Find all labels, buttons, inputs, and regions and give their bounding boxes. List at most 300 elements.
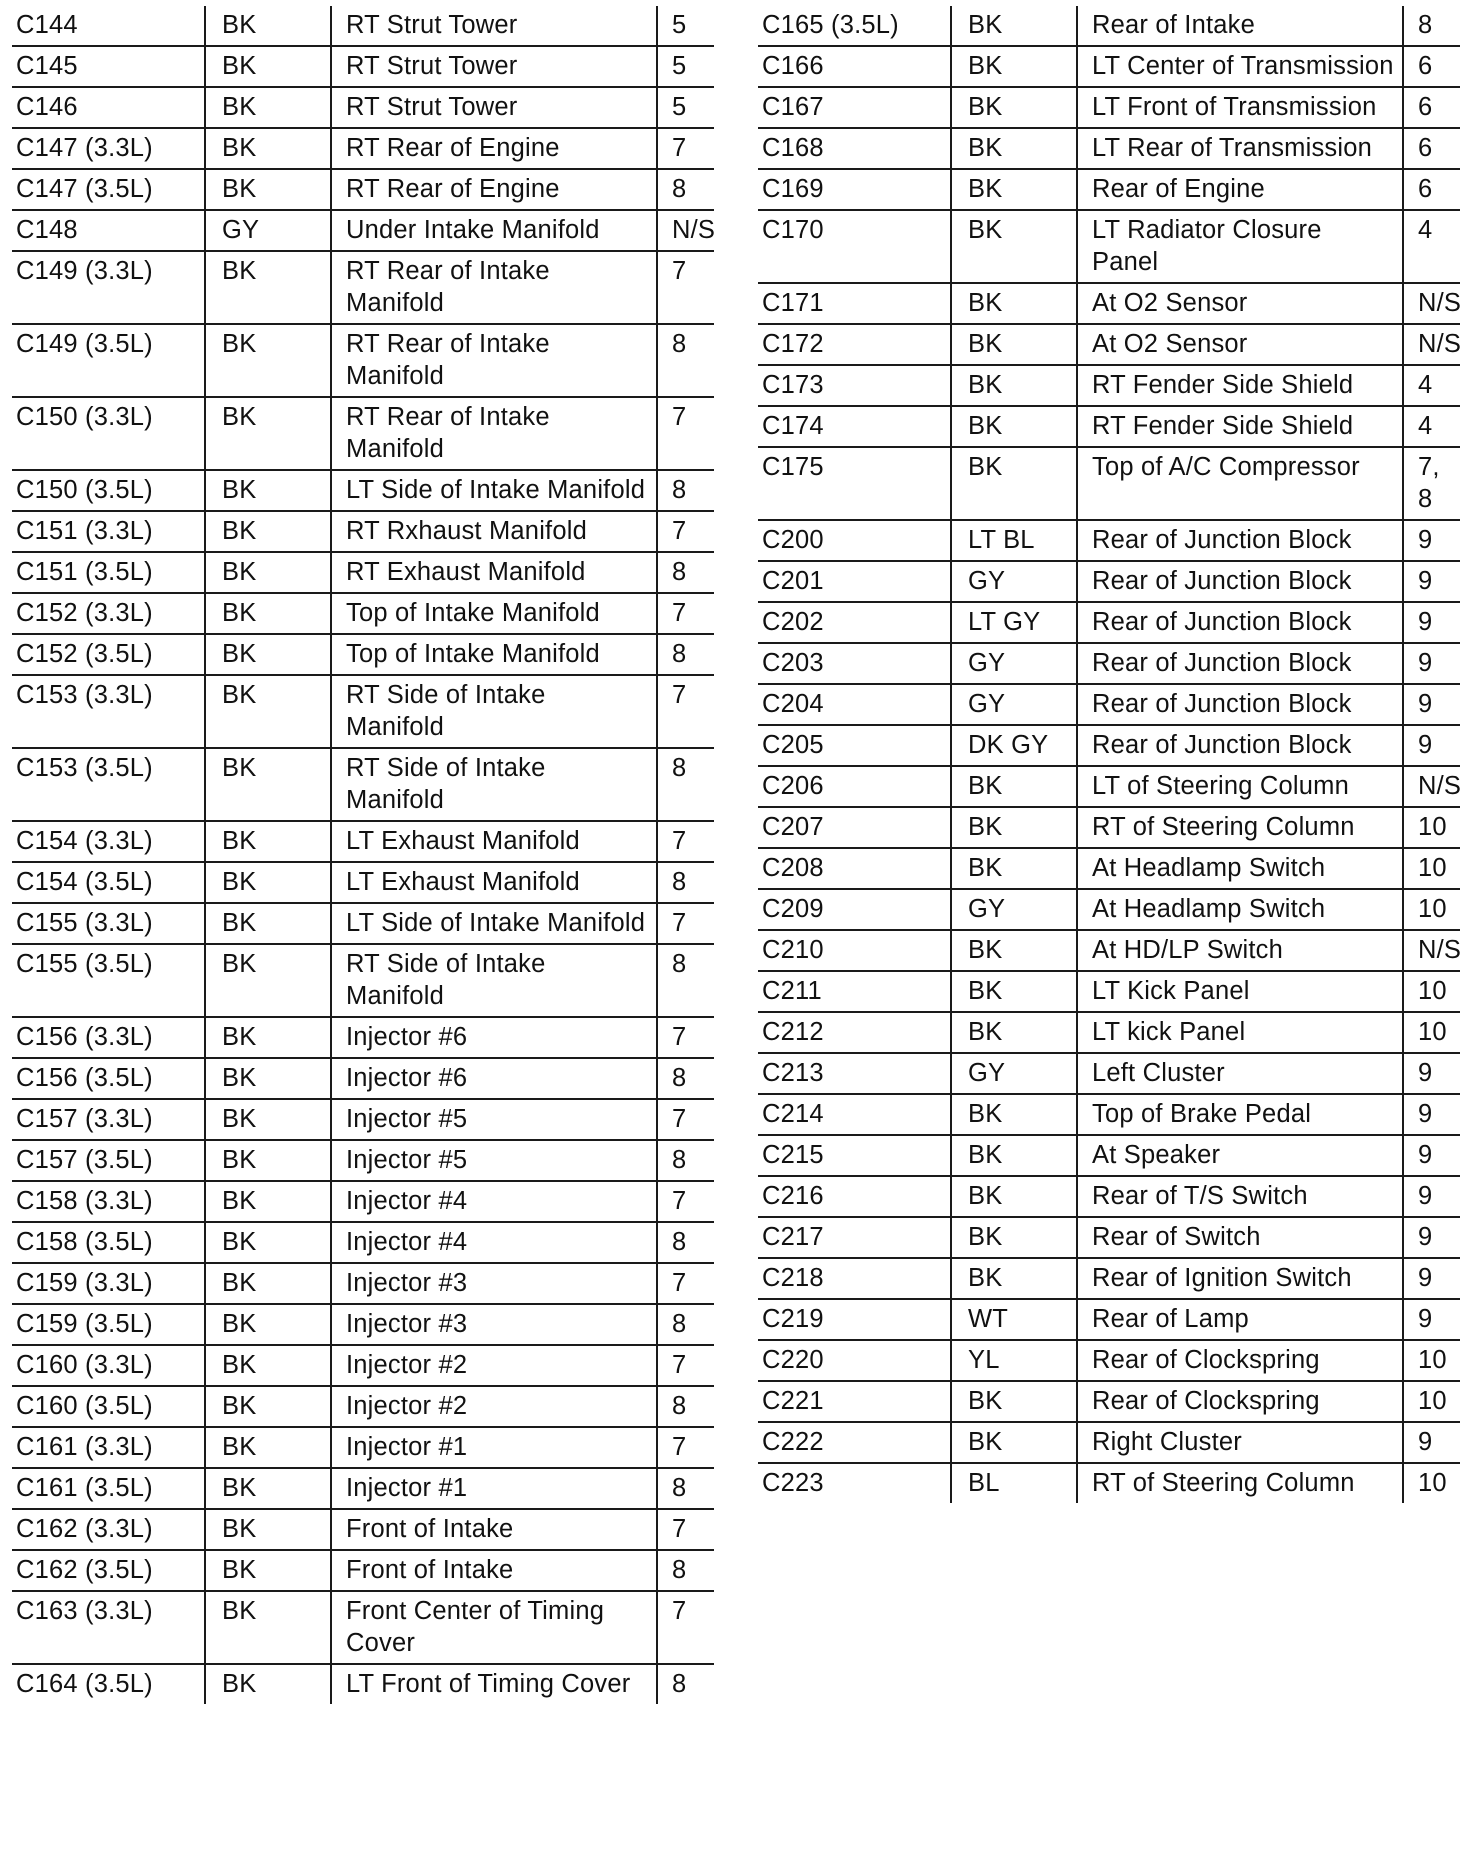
table-row (758, 889, 1460, 930)
table-row (12, 1386, 714, 1427)
table-row (12, 1550, 714, 1591)
connector-id-cell: C213 (758, 1053, 951, 1094)
page-ref-cell: 10 (1403, 1340, 1460, 1381)
location-cell: Right Cluster (1077, 1422, 1403, 1463)
connector-id-cell: C157 (3.5L) (12, 1140, 205, 1181)
wire-color-cell: BK (951, 766, 1077, 807)
wire-color-cell: BK (205, 593, 331, 634)
location-cell: RT Side of Intake Manifold (331, 675, 657, 748)
wire-color-cell: BK (951, 169, 1077, 210)
connector-id-cell: C159 (3.3L) (12, 1263, 205, 1304)
table-row (12, 169, 714, 210)
wire-color-cell: BK (205, 552, 331, 593)
wire-color-cell: BK (951, 447, 1077, 520)
location-cell: At Speaker (1077, 1135, 1403, 1176)
connector-id-cell: C151 (3.3L) (12, 511, 205, 552)
wire-color-cell: BK (951, 46, 1077, 87)
location-cell: At Headlamp Switch (1077, 889, 1403, 930)
wire-color-cell: BK (951, 1094, 1077, 1135)
location-cell: RT of Steering Column (1077, 1463, 1403, 1503)
location-cell: Rear of Clockspring (1077, 1381, 1403, 1422)
page-ref-cell: 6 (1403, 169, 1460, 210)
location-cell: LT Side of Intake Manifold (331, 903, 657, 944)
right-connector-table (758, 6, 1460, 1503)
page-ref-cell: 10 (1403, 889, 1460, 930)
location-cell: RT Rear of Engine (331, 128, 657, 169)
connector-id-cell: C215 (758, 1135, 951, 1176)
wire-color-cell: BK (205, 1017, 331, 1058)
page-ref-cell: 7 (657, 397, 714, 470)
connector-id-cell: C159 (3.5L) (12, 1304, 205, 1345)
location-cell: Injector #4 (331, 1181, 657, 1222)
connector-id-cell: C173 (758, 365, 951, 406)
location-cell: RT Rear of Intake Manifold (331, 251, 657, 324)
location-cell: Top of Intake Manifold (331, 634, 657, 675)
table-row (758, 324, 1460, 365)
location-cell: RT Exhaust Manifold (331, 552, 657, 593)
location-cell: LT Exhaust Manifold (331, 821, 657, 862)
page-ref-cell: 8 (1403, 6, 1460, 46)
location-cell: Rear of Engine (1077, 169, 1403, 210)
wire-color-cell: BK (951, 128, 1077, 169)
table-row (12, 944, 714, 1017)
page-ref-cell: 5 (657, 87, 714, 128)
page-ref-cell: 9 (1403, 1217, 1460, 1258)
table-row (12, 1345, 714, 1386)
table-row (12, 1591, 714, 1664)
connector-id-cell: C168 (758, 128, 951, 169)
wire-color-cell: BK (205, 169, 331, 210)
page-ref-cell: 10 (1403, 1012, 1460, 1053)
wire-color-cell: BK (205, 397, 331, 470)
connector-id-cell: C147 (3.3L) (12, 128, 205, 169)
connector-id-cell: C201 (758, 561, 951, 602)
table-row (12, 128, 714, 169)
connector-id-cell: C220 (758, 1340, 951, 1381)
connector-id-cell: C175 (758, 447, 951, 520)
table-row (12, 903, 714, 944)
wire-color-cell: BK (205, 511, 331, 552)
page-ref-cell: 8 (657, 1386, 714, 1427)
wire-color-cell: BK (205, 634, 331, 675)
location-cell: Injector #1 (331, 1427, 657, 1468)
location-cell: LT Rear of Transmission (1077, 128, 1403, 169)
page-ref-cell: 8 (657, 169, 714, 210)
connector-id-cell: C218 (758, 1258, 951, 1299)
connector-id-cell: C153 (3.3L) (12, 675, 205, 748)
location-cell: RT Fender Side Shield (1077, 365, 1403, 406)
page-ref-cell: 9 (1403, 643, 1460, 684)
page-ref-cell: 8 (657, 1550, 714, 1591)
page-ref-cell: 8 (657, 470, 714, 511)
table-row (758, 210, 1460, 283)
table-row (758, 1340, 1460, 1381)
connector-id-cell: C221 (758, 1381, 951, 1422)
page-ref-cell: N/S (1403, 283, 1460, 324)
wire-color-cell: GY (951, 643, 1077, 684)
page-ref-cell: 10 (1403, 1381, 1460, 1422)
page-ref-cell: 4 (1403, 406, 1460, 447)
page-ref-cell: 7 (657, 1181, 714, 1222)
page-ref-cell: 7 (657, 1263, 714, 1304)
wire-color-cell: BK (951, 1217, 1077, 1258)
table-row (758, 1176, 1460, 1217)
connector-id-cell: C171 (758, 283, 951, 324)
wire-color-cell: GY (951, 1053, 1077, 1094)
table-row (12, 634, 714, 675)
page-ref-cell: 8 (657, 1058, 714, 1099)
page-ref-cell: N/S (1403, 930, 1460, 971)
location-cell: Rear of Junction Block (1077, 643, 1403, 684)
connector-id-cell: C210 (758, 930, 951, 971)
wire-color-cell: BK (951, 6, 1077, 46)
page-ref-cell: 10 (1403, 971, 1460, 1012)
page-ref-cell: 7 (657, 251, 714, 324)
connector-id-cell: C158 (3.3L) (12, 1181, 205, 1222)
wire-color-cell: BK (951, 210, 1077, 283)
table-row (758, 520, 1460, 561)
location-cell: RT of Steering Column (1077, 807, 1403, 848)
wire-color-cell: BK (205, 1345, 331, 1386)
connector-id-cell: C155 (3.5L) (12, 944, 205, 1017)
connector-id-cell: C219 (758, 1299, 951, 1340)
connector-id-cell: C156 (3.5L) (12, 1058, 205, 1099)
location-cell: LT Exhaust Manifold (331, 862, 657, 903)
location-cell: Rear of Clockspring (1077, 1340, 1403, 1381)
location-cell: RT Strut Tower (331, 46, 657, 87)
connector-id-cell: C151 (3.5L) (12, 552, 205, 593)
wire-color-cell: BK (205, 1468, 331, 1509)
location-cell: Rear of Junction Block (1077, 602, 1403, 643)
page-ref-cell: 7 (657, 1509, 714, 1550)
table-row (758, 807, 1460, 848)
connector-id-cell: C152 (3.3L) (12, 593, 205, 634)
connector-id-cell: C166 (758, 46, 951, 87)
wire-color-cell: BK (205, 1386, 331, 1427)
table-row (12, 6, 714, 46)
connector-id-cell: C202 (758, 602, 951, 643)
wire-color-cell: BK (951, 807, 1077, 848)
location-cell: Front of Intake (331, 1509, 657, 1550)
page-ref-cell: 9 (1403, 602, 1460, 643)
table-row (758, 406, 1460, 447)
page-ref-cell: 7 (657, 1017, 714, 1058)
wire-color-cell: BK (205, 1427, 331, 1468)
wire-color-cell: BK (951, 406, 1077, 447)
table-row (12, 552, 714, 593)
table-row (12, 397, 714, 470)
table-row (12, 1509, 714, 1550)
connector-id-cell: C216 (758, 1176, 951, 1217)
table-row (12, 251, 714, 324)
connector-id-cell: C153 (3.5L) (12, 748, 205, 821)
page-ref-cell: 4 (1403, 365, 1460, 406)
location-cell: Injector #5 (331, 1099, 657, 1140)
connector-id-cell: C208 (758, 848, 951, 889)
wire-color-cell: BK (205, 862, 331, 903)
location-cell: Rear of Switch (1077, 1217, 1403, 1258)
page-ref-cell: 7 (657, 511, 714, 552)
page-ref-cell: 8 (672, 1670, 687, 1698)
wire-color-cell: GY (951, 889, 1077, 930)
location-cell: Injector #2 (331, 1345, 657, 1386)
wire-color-cell: BK (951, 365, 1077, 406)
table-row (758, 87, 1460, 128)
connector-id-cell: C158 (3.5L) (12, 1222, 205, 1263)
page-ref-cell: 8 (657, 552, 714, 593)
location-cell: RT Side of Intake Manifold (331, 748, 657, 821)
location-cell: Injector #3 (331, 1304, 657, 1345)
wire-color-cell: YL (951, 1340, 1077, 1381)
table-row (758, 1463, 1460, 1503)
table-row (758, 1381, 1460, 1422)
location-cell: Rear of Junction Block (1077, 725, 1403, 766)
page-ref-cell: 7 (657, 1099, 714, 1140)
location-cell: Rear of Ignition Switch (1077, 1258, 1403, 1299)
connector-id-cell: C161 (3.3L) (12, 1427, 205, 1468)
table-row (758, 725, 1460, 766)
location-cell: Left Cluster (1077, 1053, 1403, 1094)
page-ref-cell: 9 (1403, 1135, 1460, 1176)
connector-id-cell: C148 (12, 210, 205, 251)
location-cell: RT Side of Intake Manifold (331, 944, 657, 1017)
page-ref-cell: 10 (1403, 807, 1460, 848)
location-cell: Injector #2 (331, 1386, 657, 1427)
wire-color-cell: BK (205, 1664, 331, 1704)
wire-color-cell: BK (951, 1258, 1077, 1299)
page-ref-cell: 9 (1403, 684, 1460, 725)
page-ref-cell: 9 (1403, 1422, 1460, 1463)
table-row (758, 447, 1460, 520)
table-row (12, 1222, 714, 1263)
location-cell: RT Rear of Intake Manifold (331, 324, 657, 397)
table-row (758, 365, 1460, 406)
table-row (758, 1012, 1460, 1053)
connector-id-cell: C164 (3.5L) (12, 1664, 205, 1704)
table-row (758, 169, 1460, 210)
wire-color-cell: BK (205, 1222, 331, 1263)
table-row (12, 470, 714, 511)
location-cell: LT Center of Transmission (1077, 46, 1403, 87)
location-cell: At O2 Sensor (1077, 283, 1403, 324)
table-row (12, 1263, 714, 1304)
connector-id-cell: C157 (3.3L) (12, 1099, 205, 1140)
wire-color-cell: BK (951, 324, 1077, 365)
wire-color-cell: BK (205, 1509, 331, 1550)
location-cell: Rear of Intake (1077, 6, 1403, 46)
table-row (12, 324, 714, 397)
table-row (758, 1258, 1460, 1299)
connector-id-cell: C207 (758, 807, 951, 848)
wire-color-cell: BK (205, 1263, 331, 1304)
connector-id-cell: C149 (3.3L) (12, 251, 205, 324)
location-cell: Injector #1 (331, 1468, 657, 1509)
wire-color-cell: BK (205, 1304, 331, 1345)
table-row (758, 766, 1460, 807)
connector-id-cell: C209 (758, 889, 951, 930)
wire-color-cell: BK (205, 1140, 331, 1181)
wire-color-cell: BK (205, 87, 331, 128)
location-cell: Rear of Junction Block (1077, 561, 1403, 602)
location-cell: LT Kick Panel (1077, 971, 1403, 1012)
location-cell: LT Front of Timing Cover (331, 1664, 657, 1704)
location-cell: At O2 Sensor (1077, 324, 1403, 365)
table-row (12, 1099, 714, 1140)
connector-id-cell: C145 (12, 46, 205, 87)
page-ref-cell: 5 (657, 46, 714, 87)
page-ref-cell: 8 (657, 748, 714, 821)
connector-id-cell: C160 (3.3L) (12, 1345, 205, 1386)
connector-id-cell: C165 (3.5L) (758, 6, 951, 46)
wire-color-cell: BK (205, 1591, 331, 1664)
connector-id-cell: C212 (758, 1012, 951, 1053)
page-ref-cell: 9 (1403, 1053, 1460, 1094)
location-cell: Injector #3 (331, 1263, 657, 1304)
location-cell: Injector #6 (331, 1017, 657, 1058)
wire-color-cell: LT GY (951, 602, 1077, 643)
wire-color-cell: BK (951, 930, 1077, 971)
wire-color-cell: BK (951, 1176, 1077, 1217)
table-row (12, 748, 714, 821)
wire-color-cell: BK (205, 324, 331, 397)
location-cell: Injector #4 (331, 1222, 657, 1263)
left-connector-table (12, 6, 714, 1704)
page-ref-cell: 8 (657, 1304, 714, 1345)
table-row (12, 1427, 714, 1468)
connector-id-cell: C169 (758, 169, 951, 210)
table-row (12, 1304, 714, 1345)
location-cell: LT kick Panel (1077, 1012, 1403, 1053)
location-cell: RT Rear of Engine (331, 169, 657, 210)
location-cell: RT Strut Tower (331, 87, 657, 128)
table-row (12, 1664, 714, 1704)
page-ref-cell: 8 (657, 1468, 714, 1509)
page-ref-cell: 8 (657, 1222, 714, 1263)
table-row (758, 643, 1460, 684)
table-row (12, 46, 714, 87)
wire-color-cell: BL (951, 1463, 1077, 1503)
location-cell: Injector #5 (331, 1140, 657, 1181)
page-ref-cell: 9 (1403, 725, 1460, 766)
page-ref-cell: 7 (657, 821, 714, 862)
connector-id-cell: C214 (758, 1094, 951, 1135)
location-cell: RT Rear of Intake Manifold (331, 397, 657, 470)
page-ref-cell: N/S (1403, 766, 1460, 807)
connector-id-cell: C161 (3.5L) (12, 1468, 205, 1509)
connector-id-cell: C211 (758, 971, 951, 1012)
wire-color-cell: BK (951, 283, 1077, 324)
wire-color-cell: BK (205, 903, 331, 944)
page-ref-cell: 7 (657, 128, 714, 169)
page-ref-cell: 6 (1403, 46, 1460, 87)
location-cell: LT Front of Transmission (1077, 87, 1403, 128)
table-row (12, 675, 714, 748)
page-ref-cell: 6 (1403, 128, 1460, 169)
connector-id-cell: C223 (758, 1463, 951, 1503)
wire-color-cell: BK (205, 1181, 331, 1222)
page-ref-cell: 7 (657, 1591, 714, 1664)
location-cell: Rear of T/S Switch (1077, 1176, 1403, 1217)
table-row (12, 862, 714, 903)
connector-id-cell: C222 (758, 1422, 951, 1463)
location-cell: Top of Intake Manifold (331, 593, 657, 634)
location-cell: Under Intake Manifold (331, 210, 657, 251)
wire-color-cell: BK (205, 748, 331, 821)
page-ref-cell: 9 (1403, 561, 1460, 602)
page-ref-cell: 9 (1403, 520, 1460, 561)
page-ref-cell: 6 (1403, 87, 1460, 128)
page-ref-cell: 5 (657, 6, 714, 46)
page-ref-cell: 7 (657, 675, 714, 748)
wire-color-cell: BK (951, 1012, 1077, 1053)
wire-color-cell: BK (205, 46, 331, 87)
location-cell: Rear of Junction Block (1077, 520, 1403, 561)
location-cell: RT Fender Side Shield (1077, 406, 1403, 447)
page-ref-cell: 9 (1403, 1299, 1460, 1340)
table-row (758, 46, 1460, 87)
table-row (758, 602, 1460, 643)
location-cell: Front Center of Timing Cover (331, 1591, 657, 1664)
table-row (758, 1422, 1460, 1463)
wire-color-cell: WT (951, 1299, 1077, 1340)
wire-color-cell: BK (205, 1058, 331, 1099)
table-row (12, 511, 714, 552)
table-row (758, 930, 1460, 971)
page-ref-cell: 8 (657, 944, 714, 1017)
connector-id-cell: C167 (758, 87, 951, 128)
page-ref-cell: 7 (657, 1427, 714, 1468)
page-ref-cell: 9 (1403, 1176, 1460, 1217)
location-cell: RT Strut Tower (331, 6, 657, 46)
wire-color-cell: GY (951, 561, 1077, 602)
location-cell: Front of Intake (331, 1550, 657, 1591)
wire-color-cell: BK (951, 87, 1077, 128)
page-ref-cell: 8 (657, 634, 714, 675)
table-row (758, 848, 1460, 889)
location-cell: Rear of Junction Block (1077, 684, 1403, 725)
table-row (758, 971, 1460, 1012)
connector-id-cell: C174 (758, 406, 951, 447)
page-ref-cell: N/S (657, 210, 714, 251)
connector-id-cell: C172 (758, 324, 951, 365)
connector-id-cell: C146 (12, 87, 205, 128)
page-ref-cell: 4 (1403, 210, 1460, 283)
connector-id-cell: C147 (3.5L) (12, 169, 205, 210)
connector-id-cell: C162 (3.3L) (12, 1509, 205, 1550)
connector-id-cell: C200 (758, 520, 951, 561)
wire-color-cell: BK (205, 944, 331, 1017)
table-row (12, 1017, 714, 1058)
connector-id-cell: C155 (3.3L) (12, 903, 205, 944)
connector-id-cell: C156 (3.3L) (12, 1017, 205, 1058)
table-row (758, 128, 1460, 169)
connector-id-cell: C150 (3.5L) (12, 470, 205, 511)
table-row (12, 1140, 714, 1181)
wire-color-cell: BK (205, 1099, 331, 1140)
table-row (758, 684, 1460, 725)
page-ref-cell: 7 (657, 903, 714, 944)
location-cell: RT Rxhaust Manifold (331, 511, 657, 552)
page-ref-cell: 7 (657, 1345, 714, 1386)
wire-color-cell: BK (205, 251, 331, 324)
location-cell: At HD/LP Switch (1077, 930, 1403, 971)
location-cell: At Headlamp Switch (1077, 848, 1403, 889)
page-ref-cell: 10 (1403, 848, 1460, 889)
wire-color-cell: BK (205, 1550, 331, 1591)
table-row (12, 210, 714, 251)
page-ref-cell: 7, 8 (1403, 447, 1460, 520)
table-row (758, 1299, 1460, 1340)
